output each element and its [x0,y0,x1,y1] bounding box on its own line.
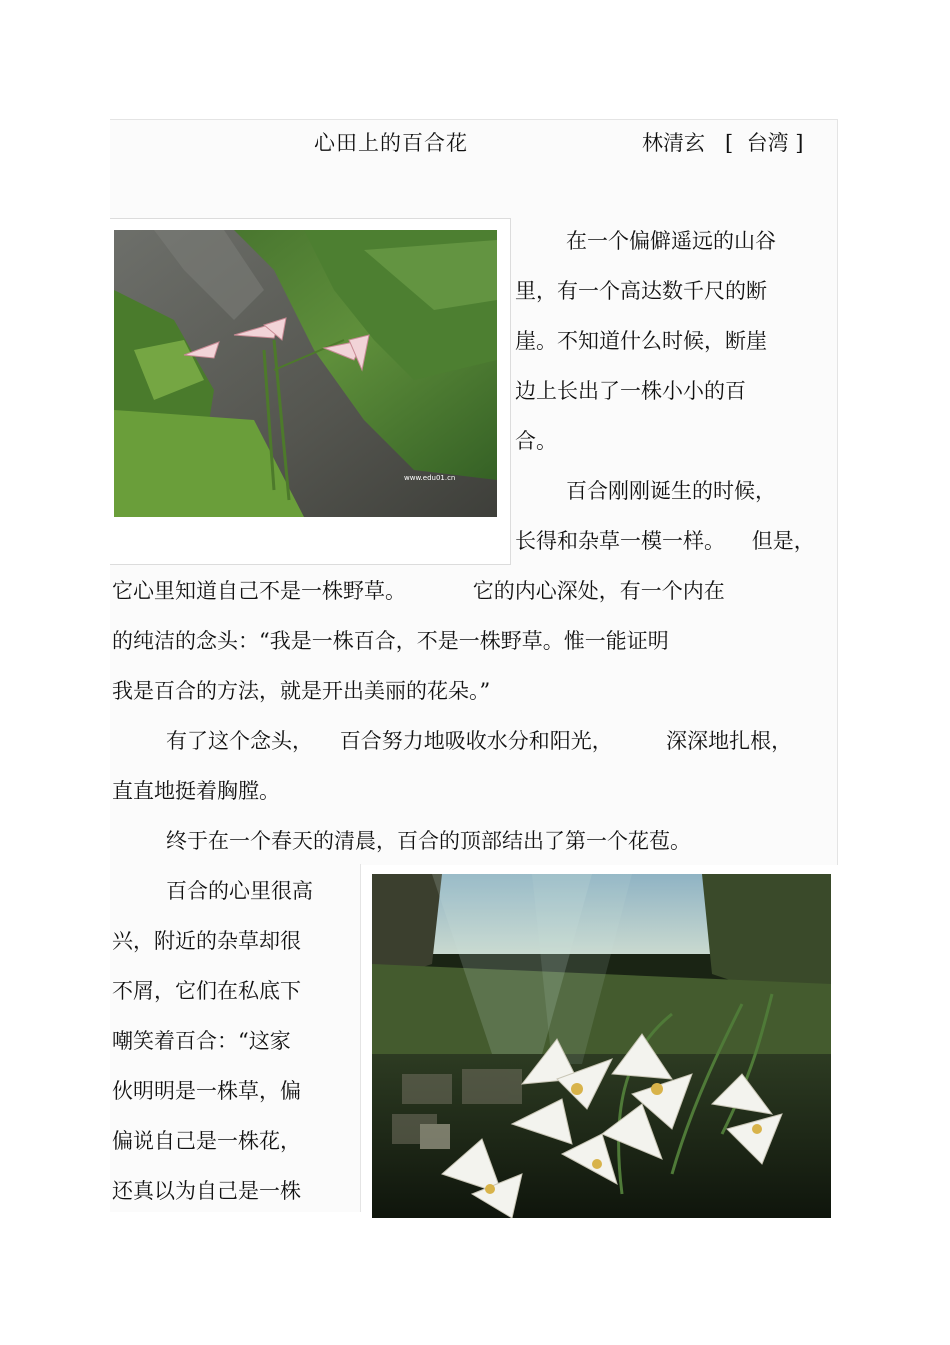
paragraph-2-line-2: 长得和杂草一模一样。 但是， [515,529,815,553]
paragraph-2-line-5: 我是百合的方法，就是开出美丽的花朵。” [112,679,491,703]
paragraph-5-line-6: 偏说自己是一株花， [112,1129,301,1153]
paragraph-5-line-5: 伙明明是一株草，偏 [112,1079,301,1103]
paragraph-3-line-1: 有了这个念头， 百合努力地吸收水分和阳光， 深深地扎根， [166,729,793,753]
paragraph-1-line-3: 崖。不知道什么时候，断崖 [515,329,767,353]
paragraph-1-line-1: 在一个偏僻遥远的山谷 [566,229,776,253]
paragraph-4-line-1: 终于在一个春天的清晨，百合的顶部结出了第一个花苞。 [166,829,691,853]
paragraph-1-line-2: 里，有一个高达数千尺的断 [515,279,767,303]
paragraph-2-line-3: 它心里知道自己不是一株野草。 它的内心深处，有一个内在 [112,579,725,603]
paragraph-5-line-2: 兴，附近的杂草却很 [112,929,301,953]
paragraph-2-line-1: 百合刚刚诞生的时候， [566,479,776,503]
paragraph-3-line-2: 直直地挺着胸膛。 [112,779,280,803]
paragraph-5-line-3: 不屑，它们在私底下 [112,979,301,1003]
paragraph-2-line-4: 的纯洁的念头：“我是一株百合，不是一株野草。惟一能证明 [112,629,669,653]
paragraph-5-line-4: 嘲笑着百合：“这家 [112,1029,291,1053]
author-line: 林清玄 [ 台湾 ] [642,131,804,155]
paragraph-1-line-5: 合。 [515,429,557,453]
white-lily-painting [372,874,831,1218]
paragraph-1-line-4: 边上长出了一株小小的百 [515,379,746,403]
paragraph-5-line-1: 百合的心里很高 [166,879,313,903]
photo-watermark: www.edu01.cn [404,474,456,482]
paragraph-5-line-7: 还真以为自己是一株 [112,1179,301,1203]
page-title: 心田上的百合花 [314,131,468,155]
lily-cliff-photo [114,230,497,517]
